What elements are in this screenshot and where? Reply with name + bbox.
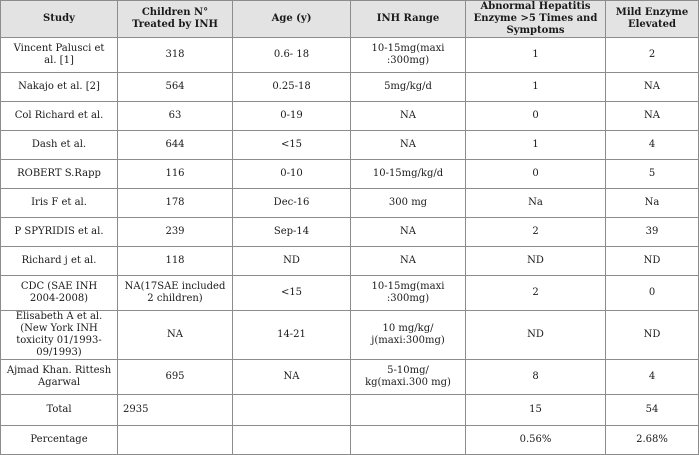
cell-study: Vincent Palusci et al. [1] bbox=[1, 38, 118, 73]
cell-inh-range: 10-15mg/kg/d bbox=[351, 160, 466, 189]
cell-abnormal: Na bbox=[466, 189, 606, 218]
total-age-empty bbox=[233, 395, 351, 426]
cell-mild: ND bbox=[606, 311, 699, 360]
cell-inh-range: 300 mg bbox=[351, 189, 466, 218]
cell-mild: NA bbox=[606, 102, 699, 131]
cell-abnormal: ND bbox=[466, 247, 606, 276]
cell-children: 178 bbox=[118, 189, 233, 218]
cell-study: Richard j et al. bbox=[1, 247, 118, 276]
cell-age: Sep-14 bbox=[233, 218, 351, 247]
cell-age: Dec-16 bbox=[233, 189, 351, 218]
cell-abnormal: 1 bbox=[466, 131, 606, 160]
cell-abnormal: 0 bbox=[466, 160, 606, 189]
header-mild: Mild Enzyme Elevated bbox=[606, 1, 699, 38]
percentage-mild: 2.68% bbox=[606, 426, 699, 455]
percentage-label: Percentage bbox=[1, 426, 118, 455]
table-row bbox=[1, 276, 699, 311]
total-mild: 54 bbox=[606, 395, 699, 426]
cell-abnormal: 8 bbox=[466, 360, 606, 395]
cell-mild: Na bbox=[606, 189, 699, 218]
percentage-row bbox=[1, 426, 699, 455]
table-row bbox=[1, 218, 699, 247]
cell-mild: 4 bbox=[606, 360, 699, 395]
cell-inh-range: NA bbox=[351, 102, 466, 131]
cell-inh-range: 10-15mg(maxi :300mg) bbox=[351, 276, 466, 311]
cell-children: NA bbox=[118, 311, 233, 360]
cell-abnormal: 2 bbox=[466, 218, 606, 247]
cell-inh-range: 10-15mg(maxi :300mg) bbox=[351, 38, 466, 73]
cell-children: NA(17SAE included 2 children) bbox=[118, 276, 233, 311]
cell-inh-range: NA bbox=[351, 218, 466, 247]
header-age: Age (y) bbox=[233, 1, 351, 38]
cell-age: 0-10 bbox=[233, 160, 351, 189]
cell-abnormal: 2 bbox=[466, 276, 606, 311]
cell-study: CDC (SAE INH 2004-2008) bbox=[1, 276, 118, 311]
cell-children: 63 bbox=[118, 102, 233, 131]
header-row bbox=[1, 1, 699, 38]
cell-mild: 5 bbox=[606, 160, 699, 189]
cell-abnormal: ND bbox=[466, 311, 606, 360]
cell-age: ND bbox=[233, 247, 351, 276]
cell-age: <15 bbox=[233, 276, 351, 311]
cell-age: 0.6- 18 bbox=[233, 38, 351, 73]
cell-study: Ajmad Khan. Rittesh Agarwal bbox=[1, 360, 118, 395]
table-row bbox=[1, 160, 699, 189]
cell-children: 116 bbox=[118, 160, 233, 189]
header-inh-range: INH Range bbox=[351, 1, 466, 38]
cell-age: 14-21 bbox=[233, 311, 351, 360]
cell-children: 695 bbox=[118, 360, 233, 395]
table-row bbox=[1, 311, 699, 360]
cell-abnormal: 0 bbox=[466, 102, 606, 131]
cell-mild: NA bbox=[606, 73, 699, 102]
table-row bbox=[1, 247, 699, 276]
table-row bbox=[1, 189, 699, 218]
cell-children: 118 bbox=[118, 247, 233, 276]
cell-abnormal: 1 bbox=[466, 73, 606, 102]
cell-children: 318 bbox=[118, 38, 233, 73]
cell-study: Nakajo et al. [2] bbox=[1, 73, 118, 102]
cell-inh-range: 10 mg/kg/ j(maxi:300mg) bbox=[351, 311, 466, 360]
cell-age: <15 bbox=[233, 131, 351, 160]
total-row bbox=[1, 395, 699, 426]
cell-mild: 39 bbox=[606, 218, 699, 247]
cell-mild: 2 bbox=[606, 38, 699, 73]
cell-children: 564 bbox=[118, 73, 233, 102]
cell-study: Iris F et al. bbox=[1, 189, 118, 218]
cell-study: ROBERT S.Rapp bbox=[1, 160, 118, 189]
cell-age: 0-19 bbox=[233, 102, 351, 131]
table-row bbox=[1, 38, 699, 73]
cell-inh-range: 5-10mg/ kg(maxi.300 mg) bbox=[351, 360, 466, 395]
total-children: 2935 bbox=[118, 395, 233, 426]
total-abnormal: 15 bbox=[466, 395, 606, 426]
cell-inh-range: NA bbox=[351, 247, 466, 276]
cell-mild: 0 bbox=[606, 276, 699, 311]
percentage-inh-empty bbox=[351, 426, 466, 455]
cell-inh-range: NA bbox=[351, 131, 466, 160]
cell-study: Elisabeth A et al. (New York INH toxicity 01/1993-09/1993) bbox=[1, 311, 118, 360]
percentage-children-empty bbox=[118, 426, 233, 455]
cell-abnormal: 1 bbox=[466, 38, 606, 73]
header-study: Study bbox=[1, 1, 118, 38]
cell-study: Dash et al. bbox=[1, 131, 118, 160]
cell-children: 644 bbox=[118, 131, 233, 160]
cell-age: NA bbox=[233, 360, 351, 395]
table-row bbox=[1, 131, 699, 160]
cell-study: Col Richard et al. bbox=[1, 102, 118, 131]
header-abnormal: Abnormal Hepatitis Enzyme >5 Times and Symptoms bbox=[466, 1, 606, 38]
total-inh-empty bbox=[351, 395, 466, 426]
cell-children: 239 bbox=[118, 218, 233, 247]
cell-study: P SPYRIDIS et al. bbox=[1, 218, 118, 247]
table-row bbox=[1, 73, 699, 102]
table-row bbox=[1, 360, 699, 395]
percentage-age-empty bbox=[233, 426, 351, 455]
table-row bbox=[1, 102, 699, 131]
percentage-abnormal: 0.56% bbox=[466, 426, 606, 455]
cell-age: 0.25-18 bbox=[233, 73, 351, 102]
cell-mild: 4 bbox=[606, 131, 699, 160]
cell-inh-range: 5mg/kg/d bbox=[351, 73, 466, 102]
header-children: Children N° Treated by INH bbox=[118, 1, 233, 38]
cell-mild: ND bbox=[606, 247, 699, 276]
total-label: Total bbox=[1, 395, 118, 426]
